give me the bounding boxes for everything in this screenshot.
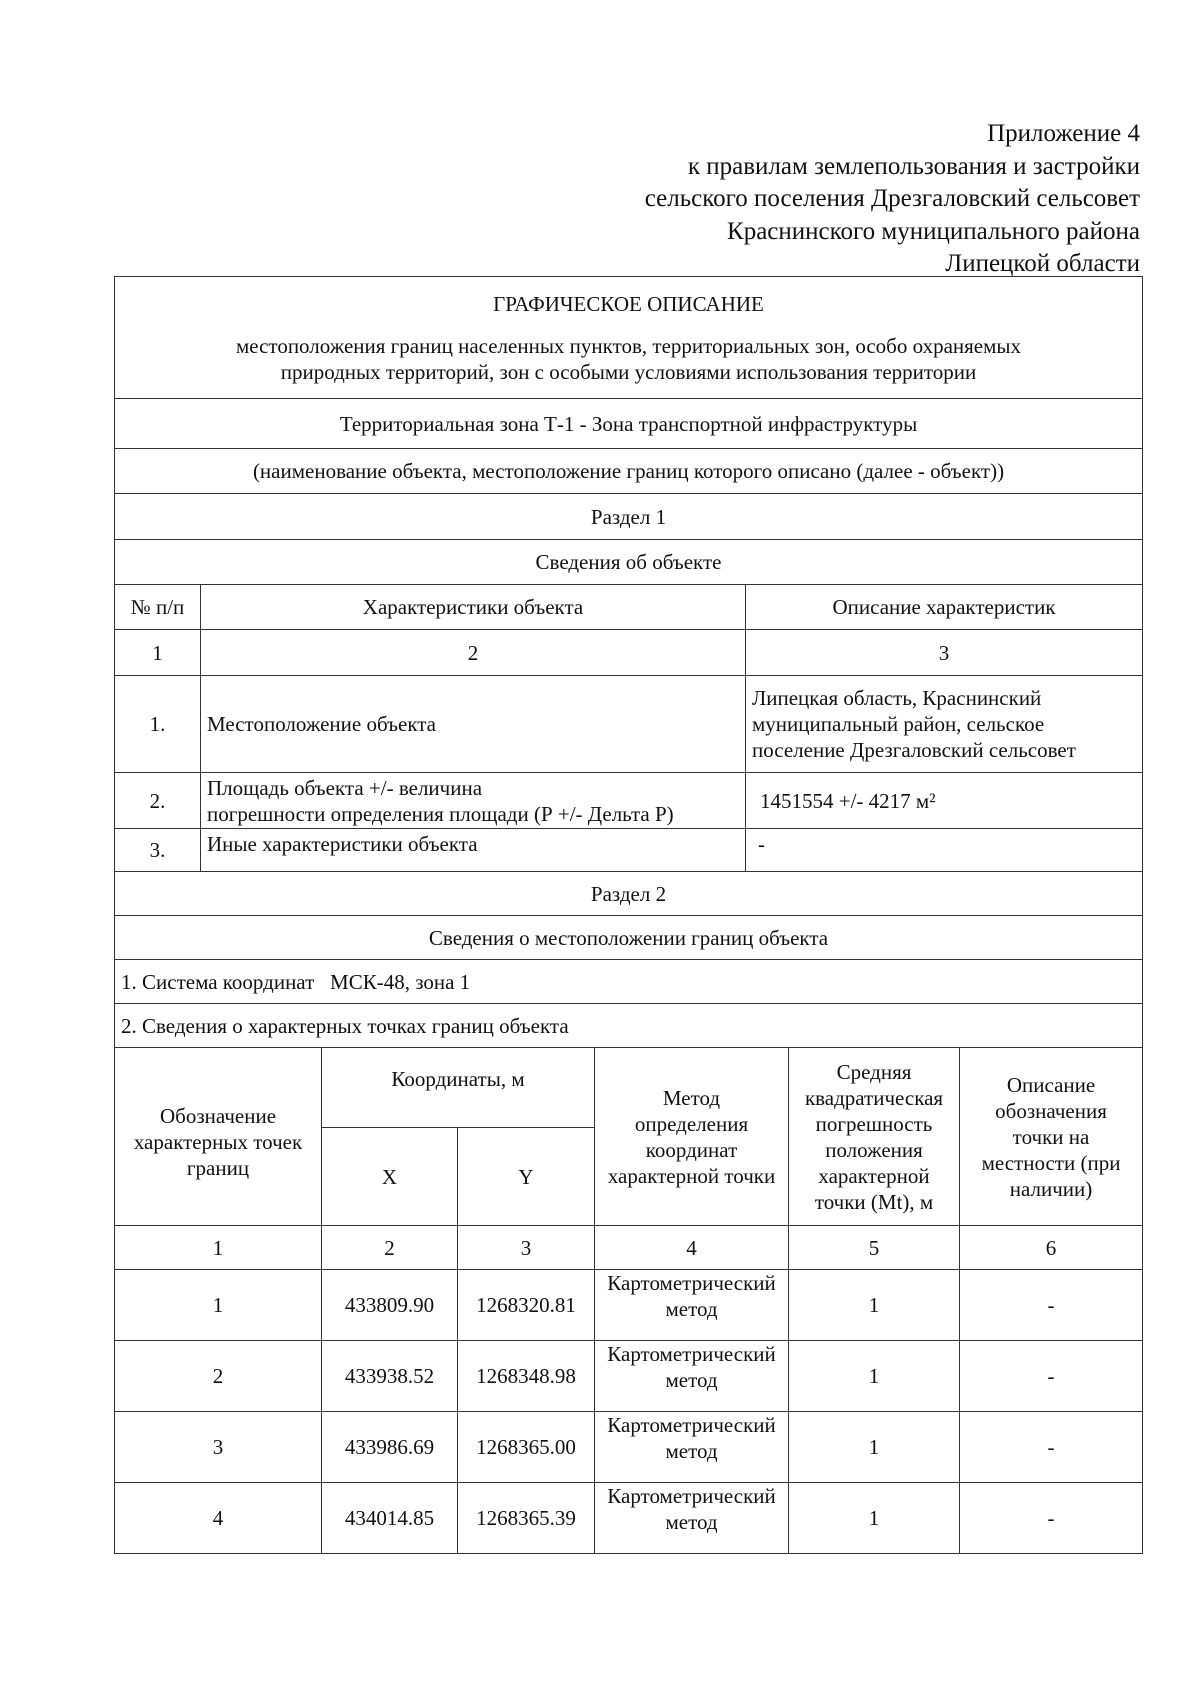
coordinate-system-label: 1. Система координат: [121, 969, 315, 994]
header-point-description: [960, 1048, 1143, 1226]
header-line: наличии): [1009, 1176, 1093, 1201]
header-x: X: [322, 1128, 458, 1226]
header-method: [595, 1048, 789, 1226]
document-title-cell: [115, 277, 1143, 399]
header-line: характерной: [818, 1163, 930, 1188]
column-number: 2: [322, 1226, 458, 1270]
document-title: ГРАФИЧЕСКОЕ ОПИСАНИЕ: [493, 291, 764, 316]
column-number: 4: [595, 1226, 789, 1270]
coordinate-system: [115, 960, 1143, 1004]
section2-title: Раздел 2: [115, 872, 1143, 916]
header-line: точки на: [1012, 1124, 1090, 1149]
point-id: 1: [115, 1270, 322, 1341]
row-value: [746, 676, 1143, 773]
row-value: 1451554 +/- 4217 м²: [746, 773, 1143, 829]
object-info-table: [114, 276, 1143, 1048]
header-point-designation: [115, 1048, 322, 1226]
column-number: 1: [115, 1226, 322, 1270]
method-line: метод: [665, 1510, 718, 1534]
point-method: [595, 1270, 789, 1341]
method-line: Картометрический: [607, 1484, 776, 1508]
point-mt: 1: [789, 1341, 960, 1412]
appendix-line: Краснинского муниципального района: [727, 217, 1140, 245]
table-row: [115, 1412, 1143, 1483]
column-number: 6: [960, 1226, 1143, 1270]
header-coordinates: Координаты, м: [322, 1048, 595, 1128]
point-mt: 1: [789, 1270, 960, 1341]
header-line: местности (при: [981, 1150, 1121, 1175]
points-caption: 2. Сведения о характерных точках границ объекта: [115, 1004, 1143, 1048]
point-y: 1268348.98: [458, 1341, 595, 1412]
header-characteristics: Характеристики объекта: [201, 585, 746, 630]
point-description: -: [960, 1483, 1143, 1554]
object-name: Территориальная зона Т-1 - Зона транспортной инфраструктуры: [115, 399, 1143, 449]
method-line: Картометрический: [607, 1342, 776, 1366]
row-value: -: [746, 829, 1143, 872]
section2-subtitle: Сведения о местоположении границ объекта: [115, 916, 1143, 960]
point-method: [595, 1483, 789, 1554]
document-subtitle: природных территорий, зон с особыми условиями использования территории: [280, 359, 977, 384]
header-line: Метод: [662, 1085, 721, 1110]
method-line: Картометрический: [607, 1413, 776, 1437]
value-line: поселение Дрезгаловский сельсовет: [752, 738, 1076, 762]
header-line: характерных точек: [133, 1129, 303, 1154]
row-number: 3.: [115, 829, 201, 872]
characteristic-line: погрешности определения площади (Р +/- Дельта Р): [207, 801, 674, 826]
point-y: 1268365.39: [458, 1483, 595, 1554]
appendix-line: сельского поселения Дрезгаловский сельсовет: [644, 185, 1140, 212]
table-row: [115, 1483, 1143, 1554]
table-row: [115, 1270, 1143, 1341]
point-method: [595, 1412, 789, 1483]
appendix-header: [645, 118, 1140, 281]
table-row: [115, 676, 1143, 773]
characteristic-line: Площадь объекта +/- величина: [207, 775, 483, 800]
column-number: 2: [201, 630, 746, 676]
column-number: 1: [115, 630, 201, 676]
point-id: 3: [115, 1412, 322, 1483]
column-number: 3: [746, 630, 1143, 676]
coordinate-system-value: МСК-48, зона 1: [330, 969, 471, 994]
method-line: метод: [665, 1439, 718, 1463]
point-x: 433938.52: [322, 1341, 458, 1412]
point-description: -: [960, 1412, 1143, 1483]
object-caption: (наименование объекта, местоположение границ которого описано (далее - объект)): [115, 449, 1143, 494]
appendix-line: к правилам землепользования и застройки: [687, 152, 1140, 180]
row-characteristic: [201, 773, 746, 829]
table-row: [115, 773, 1143, 829]
point-x: 433986.69: [322, 1412, 458, 1483]
method-line: метод: [665, 1368, 718, 1392]
table-row: [115, 829, 1143, 872]
point-mt: 1: [789, 1483, 960, 1554]
header-line: погрешность: [815, 1111, 933, 1136]
document-subtitle: местоположения границ населенных пунктов, территориальных зон, особо охраняемых: [235, 333, 1022, 358]
header-description: Описание характеристик: [746, 585, 1143, 630]
header-line: границ: [186, 1155, 250, 1180]
header-accuracy: [789, 1048, 960, 1226]
header-line: Средняя: [836, 1059, 912, 1084]
point-x: 433809.90: [322, 1270, 458, 1341]
header-line: характерной точки: [607, 1163, 776, 1188]
method-line: метод: [665, 1297, 718, 1321]
point-x: 434014.85: [322, 1483, 458, 1554]
section1-subtitle: Сведения об объекте: [115, 540, 1143, 585]
row-number: 2.: [115, 773, 201, 829]
point-y: 1268320.81: [458, 1270, 595, 1341]
boundary-points-table: [114, 1047, 1143, 1554]
header-line: Описание: [1006, 1072, 1096, 1097]
value-line: Липецкая область, Краснинский: [752, 686, 1042, 710]
graphic-description-form: [114, 276, 1142, 1554]
row-characteristic: Местоположение объекта: [201, 676, 746, 773]
column-number: 5: [789, 1226, 960, 1270]
header-line: обозначения: [995, 1098, 1107, 1123]
appendix-line: Липецкой области: [945, 250, 1140, 277]
value-line: муниципальный район, сельское: [752, 712, 1045, 736]
header-line: координат: [645, 1137, 738, 1162]
header-line: точки (Mt), м: [814, 1189, 934, 1214]
point-description: -: [960, 1270, 1143, 1341]
row-number: 1.: [115, 676, 201, 773]
appendix-number: Приложение 4: [987, 120, 1140, 147]
point-description: -: [960, 1341, 1143, 1412]
header-y: Y: [458, 1128, 595, 1226]
point-method: [595, 1341, 789, 1412]
point-y: 1268365.00: [458, 1412, 595, 1483]
header-line: Обозначение: [159, 1103, 277, 1128]
row-characteristic: Иные характеристики объекта: [201, 829, 746, 872]
point-mt: 1: [789, 1412, 960, 1483]
column-number: 3: [458, 1226, 595, 1270]
section1-title: Раздел 1: [115, 494, 1143, 540]
header-line: положения: [825, 1137, 923, 1162]
header-number: № п/п: [115, 585, 201, 630]
header-line: определения: [634, 1111, 749, 1136]
method-line: Картометрический: [607, 1271, 776, 1295]
table-row: [115, 1341, 1143, 1412]
point-id: 4: [115, 1483, 322, 1554]
header-line: квадратическая: [804, 1085, 944, 1110]
point-id: 2: [115, 1341, 322, 1412]
